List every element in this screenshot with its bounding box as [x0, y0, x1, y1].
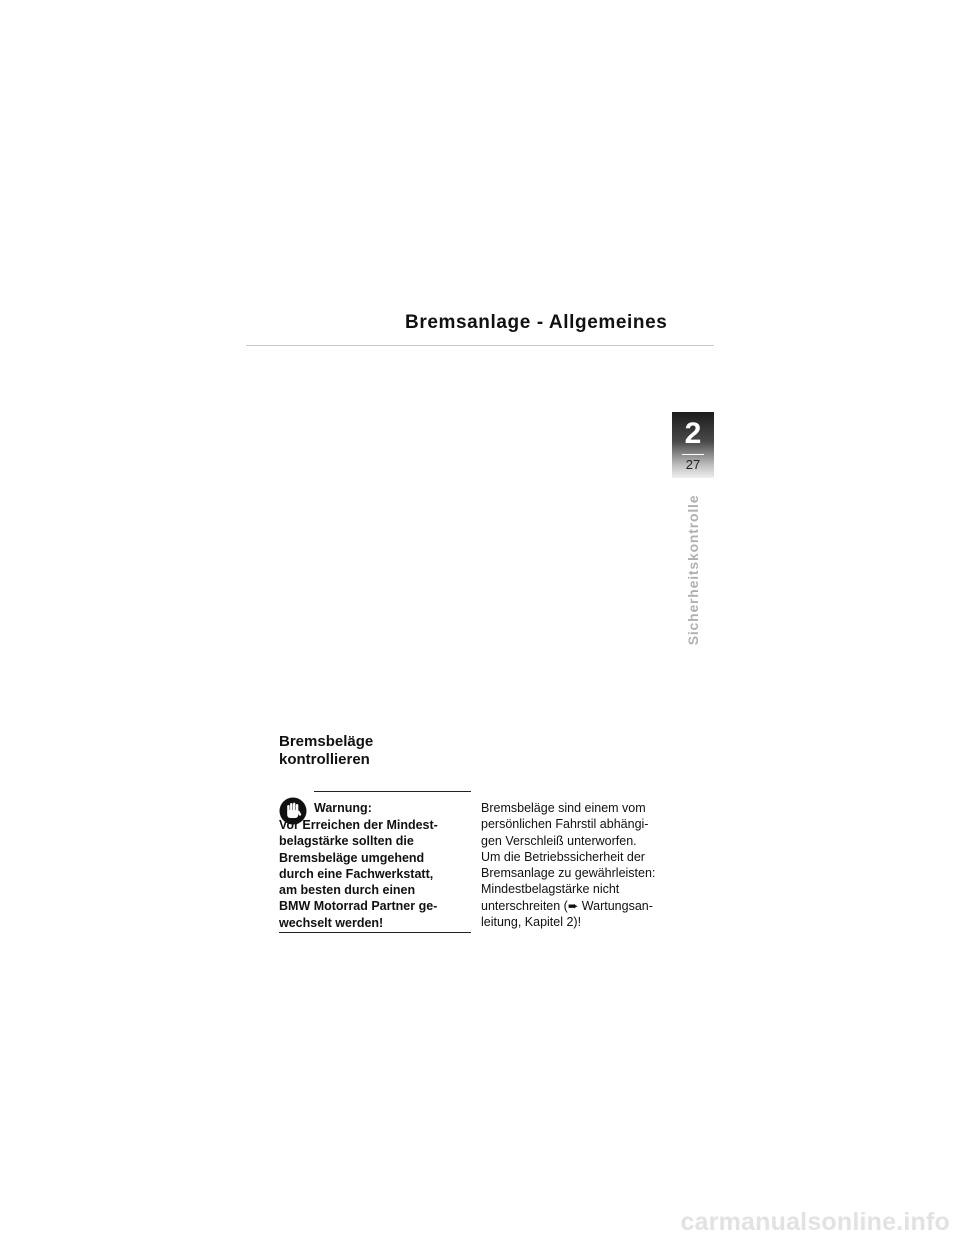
section-heading-text: Bremsbeläge kontrollieren	[279, 733, 374, 768]
watermark: carmanualsonline.info	[680, 1208, 950, 1236]
chapter-divider	[682, 454, 704, 455]
body-paragraph: Bremsbeläge sind einem vom persönlichen Fahrstil abhängi- gen Verschleiß unterworfen. Um die Betriebssicherheit der Bremsanlage zu gewährleisten: Mindestbelagstärke nicht unterschreiten (➨ Wartungsan- leitung, Kapitel 2)!	[481, 801, 656, 930]
warning-bottom-rule	[279, 932, 471, 933]
page-number: 27	[685, 457, 701, 472]
page-title: Bremsanlage - Allgemeines	[405, 312, 668, 333]
chapter-side-label: Sicherheitskontrolle	[685, 494, 701, 646]
section-heading	[279, 733, 479, 769]
warning-label: Warnung:	[314, 801, 372, 815]
title-divider	[246, 345, 714, 346]
warning-text: Vor Erreichen der Mindest- belagstärke sollten die Bremsbeläge umgehend durch eine Fachwerkstatt, am besten durch einen BMW Motorrad Partner ge- wechselt werden!	[279, 818, 438, 930]
chapter-number: 2	[684, 417, 702, 450]
warning-top-rule	[314, 791, 471, 792]
chapter-tab	[672, 412, 714, 478]
